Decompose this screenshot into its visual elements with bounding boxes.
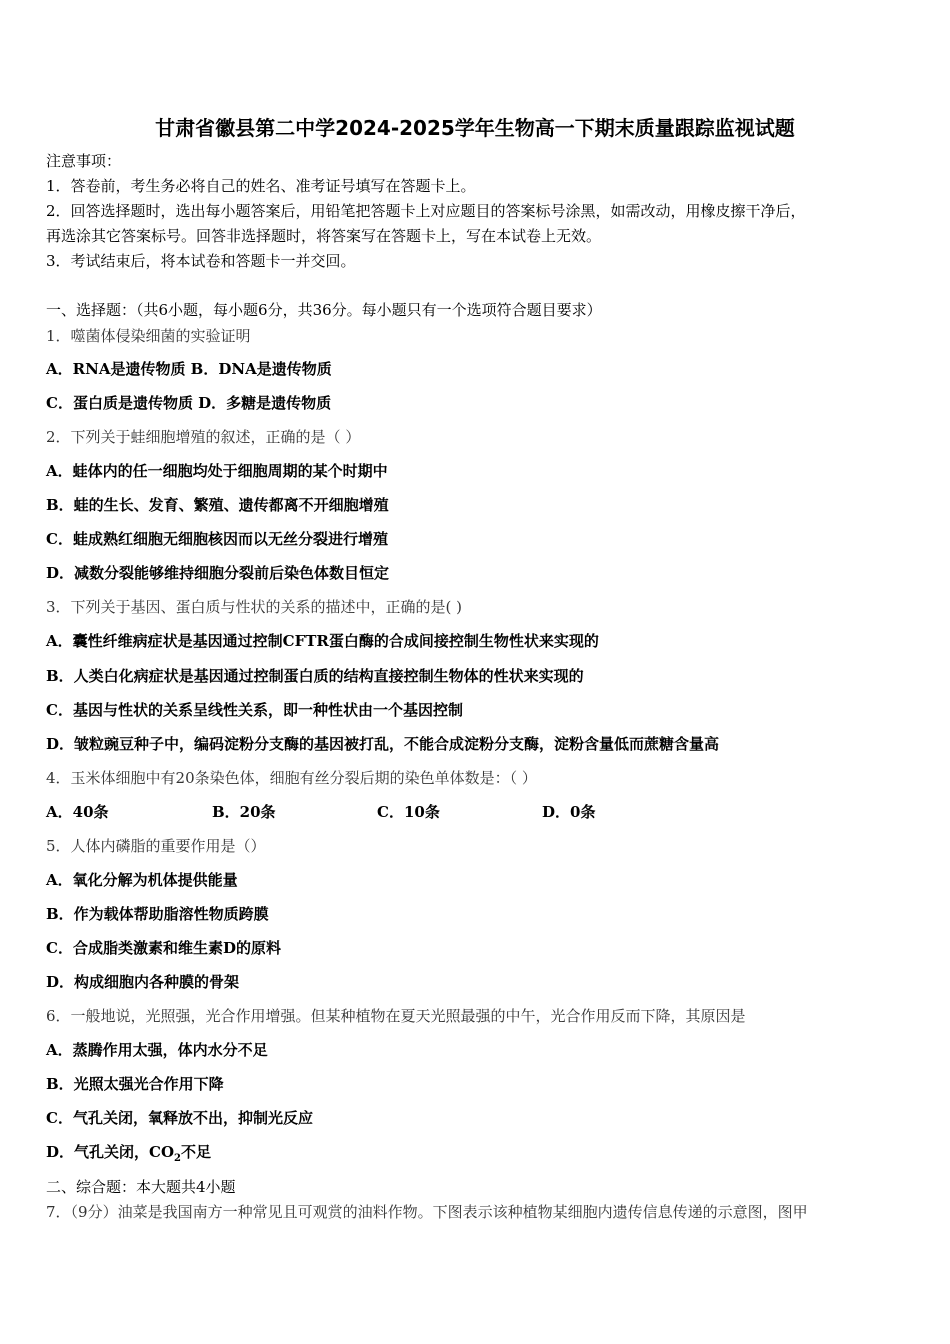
q7-stem: 7．（9分）油菜是我国南方一种常见且可观赏的油料作物。下图表示该种植物某细胞内遗传信息传递的示意图，图甲 <box>46 1203 808 1221</box>
q3-option-b: B．人类白化病症状是基因通过控制蛋白质的结构直接控制生物体的性状来实现的 <box>46 667 584 685</box>
q1-options-ab: A．RNA是遗传物质 B．DNA是遗传物质 <box>46 360 332 378</box>
q1-stem: 1．噬菌体侵染细菌的实验证明 <box>46 327 251 345</box>
q6-stem: 6．一般地说，光照强，光合作用增强。但某种植物在夏天光照最强的中午，光合作用反而下降，其原因是 <box>46 1007 746 1025</box>
q4-option-c: C．10条 <box>377 803 440 821</box>
notice-heading: 注意事项： <box>46 152 122 170</box>
q2-stem: 2．下列关于蛙细胞增殖的叙述，正确的是（ ） <box>46 428 361 446</box>
q5-option-d: D．构成细胞内各种膜的骨架 <box>46 973 240 991</box>
q3-option-c: C．基因与性状的关系呈线性关系，即一种性状由一个基因控制 <box>46 701 463 719</box>
q3-stem: 3．下列关于基因、蛋白质与性状的关系的描述中，正确的是( ) <box>46 598 463 616</box>
q2-option-a: A．蛙体内的任一细胞均处于细胞周期的某个时期中 <box>46 462 388 480</box>
q6-option-c: C．气孔关闭，氧释放不出，抑制光反应 <box>46 1109 313 1127</box>
q5-option-b: B．作为载体帮助脂溶性物质跨膜 <box>46 905 269 923</box>
notice-item-3: 3．考试结束后，将本试卷和答题卡一并交回。 <box>46 252 356 270</box>
q1-options-cd: C．蛋白质是遗传物质 D．多糖是遗传物质 <box>46 394 332 412</box>
q6-option-d <box>46 1143 211 1168</box>
q3-option-d: D．皱粒豌豆种子中，编码淀粉分支酶的基因被打乱，不能合成淀粉分支酶，淀粉含量低而蔗糖含量高 <box>46 735 720 753</box>
q5-option-c: C．合成脂类激素和维生素D的原料 <box>46 939 281 957</box>
section-2-heading: 二、综合题：本大题共4小题 <box>46 1178 236 1196</box>
q4-option-a: A．40条 <box>46 803 109 821</box>
notice-item-1: 1．答卷前，考生务必将自己的姓名、准考证号填写在答题卡上。 <box>46 177 476 195</box>
section-1-heading: 一、选择题：（共6小题，每小题6分，共36分。每小题只有一个选项符合题目要求） <box>46 301 602 319</box>
q5-option-a: A．氧化分解为机体提供能量 <box>46 871 238 889</box>
q3-option-a: A．囊性纤维病症状是基因通过控制CFTR蛋白酶的合成间接控制生物性状来实现的 <box>46 632 599 650</box>
notice-item-2b: 再选涂其它答案标号。回答非选择题时，将答案写在答题卡上，写在本试卷上无效。 <box>46 227 602 245</box>
q6-option-a: A．蒸腾作用太强，体内水分不足 <box>46 1041 268 1059</box>
q2-option-c: C．蛙成熟红细胞无细胞核因而以无丝分裂进行增殖 <box>46 530 388 548</box>
q4-option-b: B．20条 <box>212 803 276 821</box>
notice-item-2a: 2．回答选择题时，选出每小题答案后，用铅笔把答题卡上对应题目的答案标号涂黑，如需改动，用橡皮擦干净后， <box>46 202 806 220</box>
q4-stem: 4．玉米体细胞中有20条染色体，细胞有丝分裂后期的染色单体数是：（ ） <box>46 769 537 787</box>
q4-option-d: D．0条 <box>542 803 596 821</box>
q2-option-b: B．蛙的生长、发育、繁殖、遗传都离不开细胞增殖 <box>46 496 389 514</box>
q6-option-d-prefix: D．气孔关闭，CO <box>46 1143 175 1161</box>
q6-option-d-subscript: 2 <box>174 1153 181 1164</box>
page-title: 甘肃省徽县第二中学2024-2025学年生物高一下期末质量跟踪监视试题 <box>155 116 795 140</box>
q2-option-d: D．减数分裂能够维持细胞分裂前后染色体数目恒定 <box>46 564 390 582</box>
q6-option-b: B．光照太强光合作用下降 <box>46 1075 224 1093</box>
q6-option-d-suffix: 不足 <box>180 1143 211 1161</box>
q5-stem: 5．人体内磷脂的重要作用是（） <box>46 837 266 855</box>
